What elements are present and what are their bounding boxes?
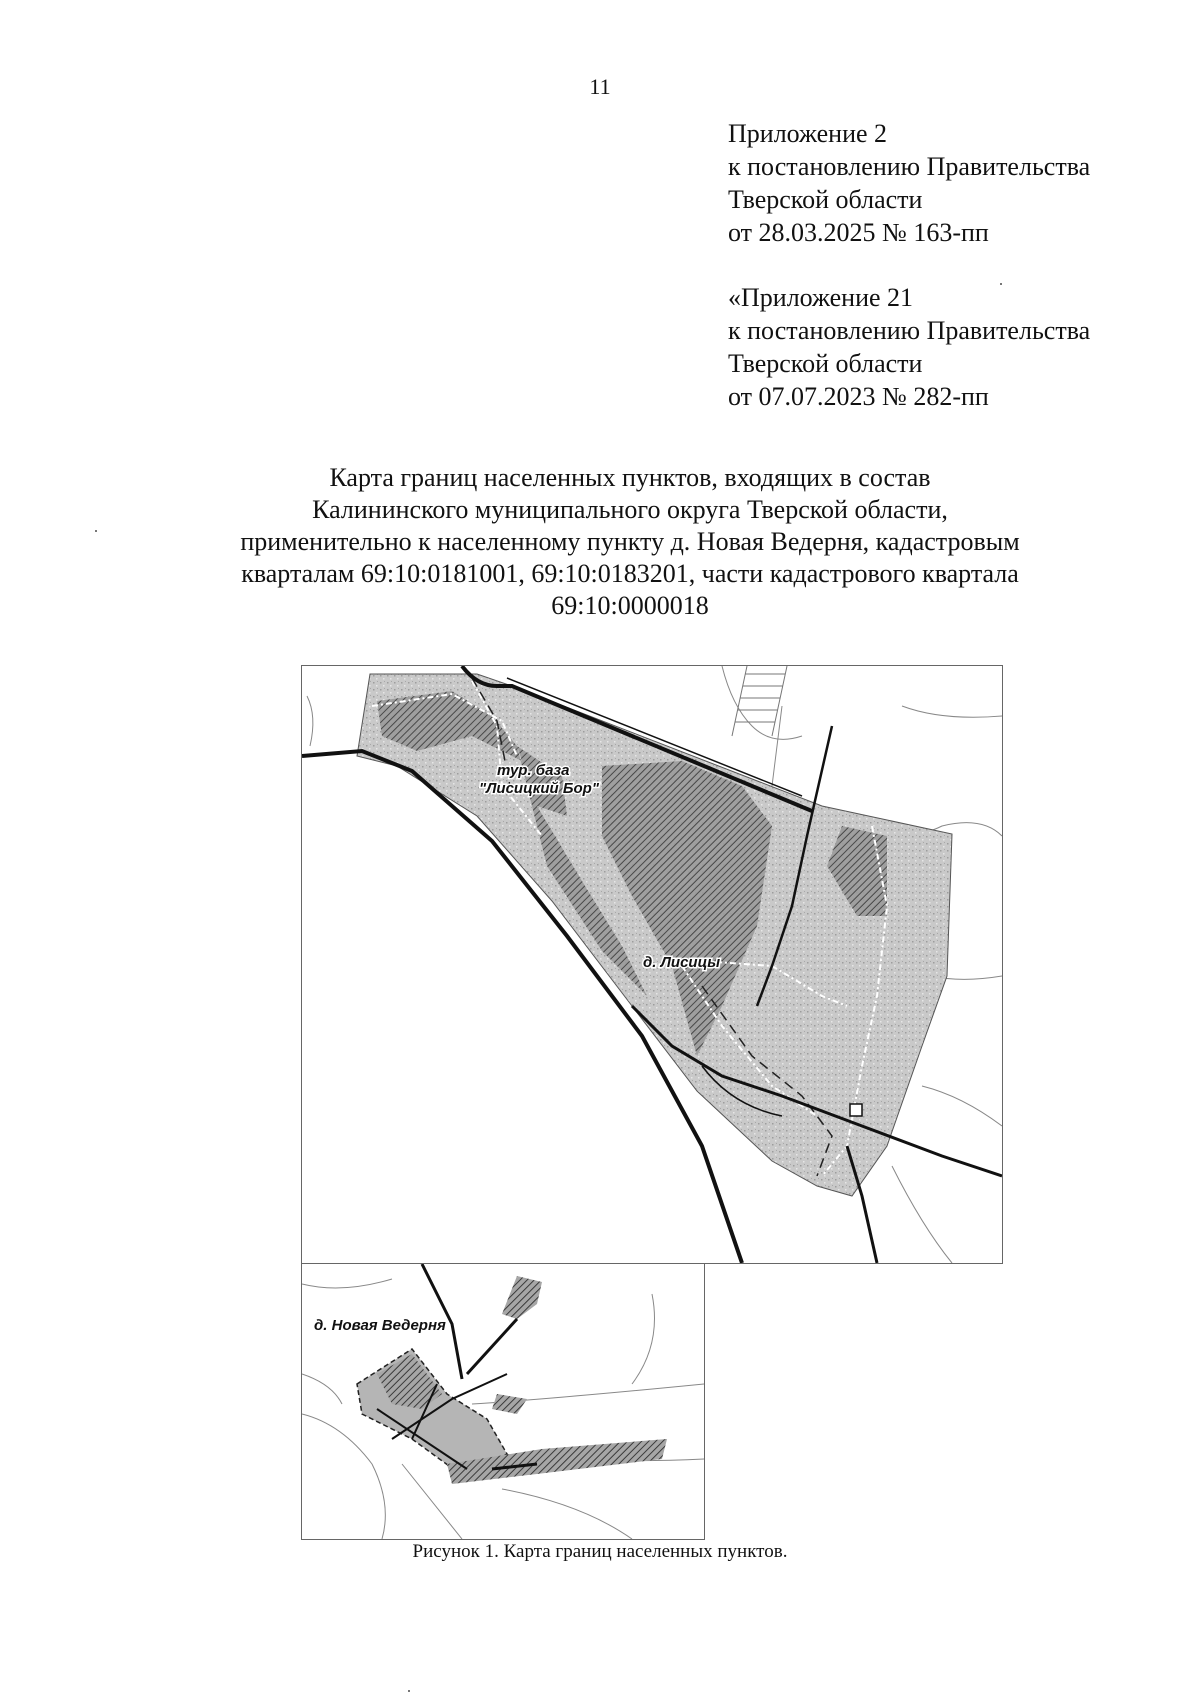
inset-hatched-zone [492,1394,527,1414]
page-number: 11 [589,74,611,99]
building-marker [850,1104,862,1116]
appendix-21-line: от 07.07.2023 № 282-пп [728,382,989,411]
figure-caption: Рисунок 1. Карта границ населенных пунктов. [412,1541,788,1562]
inset-map-label-village: д. Новая Ведерня [314,1317,446,1334]
appendix-2-line: к постановлению Правительства [728,152,1091,181]
appendix-21-block [728,281,1090,413]
appendix-2-line: Тверской области [728,185,923,214]
scan-speck [408,1690,410,1692]
document-title [160,462,1100,622]
scan-speck [1000,283,1002,285]
appendix-2-block [728,117,1090,249]
main-map-graphic [302,666,1002,1263]
title-line: Калининского муниципального округа Тверской области, [312,495,948,524]
title-line: кварталам 69:10:0181001, 69:10:0183201, части кадастрового квартала [241,559,1019,588]
appendix-21-line: к постановлению Правительства [728,316,1091,345]
map-label-village: д. Лисицы [643,954,721,971]
map-label-tour-base: тур. база [497,762,570,779]
appendix-21-line: «Приложение 21 [728,283,914,312]
appendix-2-line: от 28.03.2025 № 163-пп [728,218,989,247]
inset-map [301,1263,705,1540]
inset-map-graphic [302,1264,704,1539]
striped-strip [732,666,787,736]
title-line: 69:10:0000018 [551,591,709,620]
title-line: Карта границ населенных пунктов, входящих в состав [329,463,931,492]
appendix-21-line: Тверской области [728,349,923,378]
appendix-2-line: Приложение 2 [728,119,888,148]
title-line: применительно к населенному пункту д. Новая Ведерня, кадастровым [240,527,1020,556]
scan-speck [95,530,97,532]
inset-hatched-zone [502,1276,542,1319]
main-map [301,665,1003,1264]
map-label-tour-base-name: "Лисицкий Бор" [479,780,599,797]
